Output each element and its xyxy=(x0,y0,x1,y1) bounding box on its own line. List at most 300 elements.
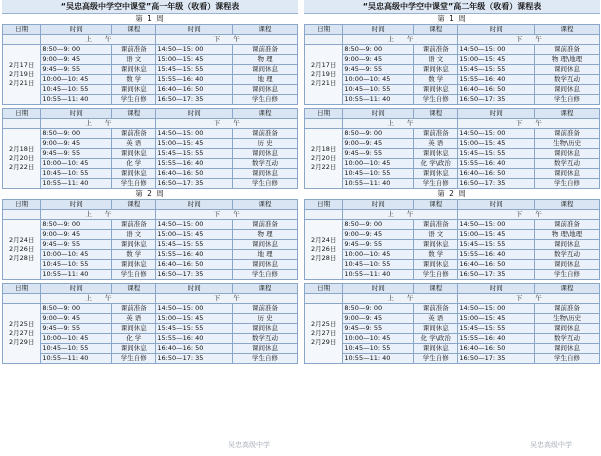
am-course-cell: 课间休息 xyxy=(414,169,458,179)
pm-time-cell: 16:40—16: 50 xyxy=(156,85,233,95)
pm-time-cell: 15:55—16: 40 xyxy=(156,334,233,344)
schedule-table xyxy=(2,199,298,280)
header-date: 日期 xyxy=(3,109,41,119)
am-course-cell: 课前准备 xyxy=(414,129,458,139)
am-time-cell: 10:45—10: 55 xyxy=(343,260,414,270)
am-time-cell: 10:45—10: 55 xyxy=(41,344,112,354)
am-time-cell: 8:50—9: 00 xyxy=(41,129,112,139)
schedule-table xyxy=(304,283,600,364)
pm-time-cell: 15:45—15: 55 xyxy=(458,240,535,250)
header-row xyxy=(3,109,298,119)
pm-time-cell: 15:55—16: 40 xyxy=(458,159,535,169)
table-row xyxy=(305,260,600,270)
am-course-cell: 课间休息 xyxy=(414,240,458,250)
am-course-cell: 课间休息 xyxy=(112,344,156,354)
header-date: 日期 xyxy=(305,25,343,35)
pm-course-cell: 课间休息 xyxy=(233,240,298,250)
header-course-pm: 课程 xyxy=(535,200,600,210)
pm-time-cell: 16:50—17: 35 xyxy=(458,179,535,189)
date-label: 2月27日 xyxy=(310,329,337,337)
pm-course-cell: 数学互动 xyxy=(233,334,298,344)
am-course-cell: 课前准备 xyxy=(112,129,156,139)
am-course-cell: 语 文 xyxy=(112,55,156,65)
am-time-cell: 10:00—10: 45 xyxy=(41,159,112,169)
header-time-pm: 时间 xyxy=(458,109,535,119)
pm-course-cell: 课前准备 xyxy=(233,45,298,55)
am-time-cell: 10:00—10: 45 xyxy=(41,250,112,260)
header-time-am: 时间 xyxy=(343,25,414,35)
am-time-cell: 9:00—9: 45 xyxy=(41,314,112,324)
table-row xyxy=(3,65,298,75)
am-label: 上 午 xyxy=(41,119,156,129)
am-course-cell: 学生自修 xyxy=(112,95,156,105)
header-course-pm: 课程 xyxy=(535,25,600,35)
am-course-cell: 语 文 xyxy=(112,230,156,240)
header-row xyxy=(305,284,600,294)
date-cell xyxy=(305,220,343,280)
pm-label: 下 午 xyxy=(458,119,600,129)
pm-course-cell: 物 理\地理 xyxy=(535,230,600,240)
date-label: 2月28日 xyxy=(8,254,35,262)
pm-time-cell: 15:55—16: 40 xyxy=(458,75,535,85)
pm-course-cell: 课前准备 xyxy=(535,129,600,139)
header-row xyxy=(3,200,298,210)
table-row xyxy=(3,179,298,189)
am-time-cell: 10:00—10: 45 xyxy=(343,159,414,169)
pm-course-cell: 地 理 xyxy=(233,250,298,260)
table-row xyxy=(3,250,298,260)
header-date: 日期 xyxy=(305,200,343,210)
schedule-panel-grade-2 xyxy=(304,0,600,456)
am-course-cell: 课前准备 xyxy=(414,220,458,230)
ampm-blank xyxy=(305,35,343,45)
am-course-cell: 课前准备 xyxy=(112,45,156,55)
am-time-cell: 10:00—10: 45 xyxy=(41,75,112,85)
am-course-cell: 英 语 xyxy=(414,139,458,149)
header-time-pm: 时间 xyxy=(156,25,233,35)
pm-label: 下 午 xyxy=(156,119,298,129)
table-row xyxy=(305,344,600,354)
pm-course-cell: 课前准备 xyxy=(535,220,600,230)
pm-time-cell: 14:50—15: 00 xyxy=(156,220,233,230)
pm-time-cell: 16:40—16: 50 xyxy=(156,260,233,270)
am-label: 上 午 xyxy=(41,294,156,304)
am-time-cell: 10:45—10: 55 xyxy=(41,85,112,95)
pm-course-cell: 课间休息 xyxy=(233,169,298,179)
am-time-cell: 10:45—10: 55 xyxy=(41,260,112,270)
pm-course-cell: 生物\历史 xyxy=(535,314,600,324)
header-time-pm: 时间 xyxy=(458,200,535,210)
am-time-cell: 9:45—9: 55 xyxy=(41,149,112,159)
date-cell xyxy=(305,45,343,105)
pm-course-cell: 学生自修 xyxy=(535,95,600,105)
ampm-blank xyxy=(3,210,41,220)
date-label: 2月28日 xyxy=(310,254,337,262)
am-course-cell: 课间休息 xyxy=(112,65,156,75)
pm-course-cell: 历 史 xyxy=(233,314,298,324)
pm-time-cell: 15:45—15: 55 xyxy=(458,65,535,75)
date-cell xyxy=(3,304,41,364)
am-course-cell: 英 语 xyxy=(112,314,156,324)
header-course-pm: 课程 xyxy=(535,284,600,294)
table-row xyxy=(305,95,600,105)
am-time-cell: 8:50—9: 00 xyxy=(41,304,112,314)
pm-time-cell: 15:55—16: 40 xyxy=(156,250,233,260)
table-row xyxy=(3,139,298,149)
am-time-cell: 8:50—9: 00 xyxy=(343,220,414,230)
pm-time-cell: 16:50—17: 35 xyxy=(458,95,535,105)
header-course-am: 课程 xyxy=(414,109,458,119)
pm-time-cell: 16:40—16: 50 xyxy=(156,344,233,354)
date-label: 2月27日 xyxy=(8,329,35,337)
am-label: 上 午 xyxy=(343,210,458,220)
pm-course-cell: 课间休息 xyxy=(535,149,600,159)
pm-time-cell: 15:45—15: 55 xyxy=(458,324,535,334)
table-row xyxy=(3,55,298,65)
header-course-pm: 课程 xyxy=(233,284,298,294)
am-time-cell: 10:00—10: 45 xyxy=(343,75,414,85)
panel-title: “吴忠高级中学空中课堂”高二年级（收看）课程表 xyxy=(304,0,600,14)
ampm-row xyxy=(3,35,298,45)
header-row xyxy=(3,284,298,294)
pm-time-cell: 16:50—17: 35 xyxy=(156,354,233,364)
pm-course-cell: 课前准备 xyxy=(233,220,298,230)
am-course-cell: 化 学\政治 xyxy=(414,159,458,169)
table-row xyxy=(305,354,600,364)
date-cell xyxy=(3,220,41,280)
ampm-blank xyxy=(3,35,41,45)
pm-time-cell: 15:55—16: 40 xyxy=(156,159,233,169)
table-row xyxy=(305,179,600,189)
am-course-cell: 学生自修 xyxy=(414,179,458,189)
table-row xyxy=(305,230,600,240)
pm-time-cell: 14:50—15: 00 xyxy=(458,45,535,55)
pm-course-cell: 学生自修 xyxy=(535,270,600,280)
ampm-blank xyxy=(3,119,41,129)
table-row xyxy=(3,95,298,105)
am-time-cell: 8:50—9: 00 xyxy=(343,129,414,139)
am-course-cell: 课间休息 xyxy=(414,260,458,270)
ampm-blank xyxy=(305,210,343,220)
am-course-cell: 课间休息 xyxy=(112,324,156,334)
am-course-cell: 学生自修 xyxy=(112,354,156,364)
am-time-cell: 8:50—9: 00 xyxy=(41,220,112,230)
pm-time-cell: 15:45—15: 55 xyxy=(156,65,233,75)
table-row xyxy=(3,220,298,230)
am-time-cell: 9:00—9: 45 xyxy=(343,55,414,65)
date-label: 2月26日 xyxy=(8,245,35,253)
date-label: 2月22日 xyxy=(310,163,337,171)
table-row xyxy=(3,354,298,364)
header-course-am: 课程 xyxy=(414,200,458,210)
header-time-am: 时间 xyxy=(343,284,414,294)
am-time-cell: 10:00—10: 45 xyxy=(343,334,414,344)
am-course-cell: 学生自修 xyxy=(414,354,458,364)
header-date: 日期 xyxy=(3,284,41,294)
pm-course-cell: 课间休息 xyxy=(233,260,298,270)
pm-time-cell: 14:50—15: 00 xyxy=(458,220,535,230)
header-date: 日期 xyxy=(3,200,41,210)
header-time-pm: 时间 xyxy=(156,200,233,210)
table-row xyxy=(3,159,298,169)
table-row xyxy=(305,55,600,65)
am-course-cell: 英 语 xyxy=(112,139,156,149)
header-time-am: 时间 xyxy=(41,25,112,35)
header-row xyxy=(3,25,298,35)
pm-course-cell: 课间休息 xyxy=(535,85,600,95)
am-time-cell: 9:00—9: 45 xyxy=(41,230,112,240)
am-time-cell: 9:45—9: 55 xyxy=(343,65,414,75)
pm-course-cell: 生物\历史 xyxy=(535,139,600,149)
table-row xyxy=(3,260,298,270)
pm-time-cell: 15:00—15: 45 xyxy=(458,139,535,149)
pm-course-cell: 数学互动 xyxy=(535,75,600,85)
pm-course-cell: 历 史 xyxy=(233,139,298,149)
pm-course-cell: 数学互动 xyxy=(535,334,600,344)
pm-time-cell: 16:40—16: 50 xyxy=(458,260,535,270)
header-time-am: 时间 xyxy=(41,200,112,210)
am-time-cell: 9:45—9: 55 xyxy=(41,65,112,75)
header-time-am: 时间 xyxy=(41,284,112,294)
pm-course-cell: 课间休息 xyxy=(535,240,600,250)
pm-course-cell: 课间休息 xyxy=(233,344,298,354)
pm-course-cell: 课间休息 xyxy=(233,149,298,159)
schedule-table xyxy=(2,24,298,105)
ampm-row xyxy=(305,35,600,45)
pm-time-cell: 15:45—15: 55 xyxy=(458,149,535,159)
table-row xyxy=(3,304,298,314)
pm-course-cell: 数学互动 xyxy=(535,250,600,260)
header-course-am: 课程 xyxy=(414,284,458,294)
am-course-cell: 课间休息 xyxy=(414,324,458,334)
am-time-cell: 9:00—9: 45 xyxy=(343,230,414,240)
date-label: 2月19日 xyxy=(8,70,35,78)
am-course-cell: 课间休息 xyxy=(414,149,458,159)
pm-time-cell: 16:50—17: 35 xyxy=(458,270,535,280)
header-course-am: 课程 xyxy=(112,200,156,210)
table-row xyxy=(3,230,298,240)
pm-label: 下 午 xyxy=(156,35,298,45)
pm-time-cell: 14:50—15: 00 xyxy=(458,129,535,139)
pm-course-cell: 课间休息 xyxy=(233,324,298,334)
am-time-cell: 10:00—10: 45 xyxy=(343,250,414,260)
am-course-cell: 课前准备 xyxy=(112,304,156,314)
table-row xyxy=(3,344,298,354)
table-row xyxy=(3,334,298,344)
table-row xyxy=(305,334,600,344)
panel-title: “吴忠高级中学空中课堂”高一年级（收看）课程表 xyxy=(2,0,298,14)
am-time-cell: 9:00—9: 45 xyxy=(343,314,414,324)
week-label: 第 2 周 xyxy=(2,189,298,199)
am-time-cell: 10:55—11: 40 xyxy=(41,354,112,364)
pm-time-cell: 14:50—15: 00 xyxy=(458,304,535,314)
table-row xyxy=(305,85,600,95)
pm-label: 下 午 xyxy=(458,35,600,45)
date-label: 2月24日 xyxy=(8,236,35,244)
pm-label: 下 午 xyxy=(458,294,600,304)
table-row xyxy=(305,220,600,230)
pm-course-cell: 课前准备 xyxy=(233,304,298,314)
header-row xyxy=(305,200,600,210)
am-time-cell: 10:45—10: 55 xyxy=(41,169,112,179)
header-time-pm: 时间 xyxy=(156,284,233,294)
header-course-am: 课程 xyxy=(112,109,156,119)
am-course-cell: 课间休息 xyxy=(414,65,458,75)
am-time-cell: 8:50—9: 00 xyxy=(343,45,414,55)
pm-time-cell: 16:40—16: 50 xyxy=(156,169,233,179)
date-cell xyxy=(3,129,41,189)
pm-course-cell: 地 理 xyxy=(233,75,298,85)
header-time-pm: 时间 xyxy=(156,109,233,119)
ampm-row xyxy=(3,210,298,220)
schedule-panel-grade-1 xyxy=(2,0,298,456)
pm-course-cell: 课前准备 xyxy=(535,45,600,55)
date-label: 2月25日 xyxy=(8,320,35,328)
ampm-blank xyxy=(305,119,343,129)
date-label: 2月29日 xyxy=(8,338,35,346)
pm-time-cell: 16:40—16: 50 xyxy=(458,169,535,179)
header-course-am: 课程 xyxy=(112,25,156,35)
ampm-row xyxy=(3,294,298,304)
week-label: 第 1 周 xyxy=(304,14,600,24)
table-row xyxy=(3,85,298,95)
pm-course-cell: 学生自修 xyxy=(535,179,600,189)
header-course-am: 课程 xyxy=(112,284,156,294)
date-label: 2月18日 xyxy=(310,145,337,153)
am-time-cell: 10:55—11: 40 xyxy=(343,179,414,189)
pm-course-cell: 学生自修 xyxy=(233,270,298,280)
pm-time-cell: 15:00—15: 45 xyxy=(156,139,233,149)
am-label: 上 午 xyxy=(343,35,458,45)
week-label: 第 1 周 xyxy=(2,14,298,24)
pm-time-cell: 16:40—16: 50 xyxy=(458,85,535,95)
date-label: 2月20日 xyxy=(8,154,35,162)
pm-time-cell: 14:50—15: 00 xyxy=(156,129,233,139)
pm-course-cell: 数学互动 xyxy=(233,159,298,169)
date-label: 2月21日 xyxy=(8,79,35,87)
pm-time-cell: 15:45—15: 55 xyxy=(156,149,233,159)
am-time-cell: 9:45—9: 55 xyxy=(343,324,414,334)
pm-time-cell: 15:45—15: 55 xyxy=(156,324,233,334)
table-row xyxy=(3,45,298,55)
am-time-cell: 10:55—11: 40 xyxy=(41,95,112,105)
table-row xyxy=(305,314,600,324)
pm-time-cell: 15:00—15: 45 xyxy=(156,314,233,324)
am-time-cell: 9:00—9: 45 xyxy=(343,139,414,149)
pm-course-cell: 课间休息 xyxy=(535,344,600,354)
am-time-cell: 8:50—9: 00 xyxy=(41,45,112,55)
pm-time-cell: 16:50—17: 35 xyxy=(458,354,535,364)
ampm-row xyxy=(305,294,600,304)
am-time-cell: 10:45—10: 55 xyxy=(343,85,414,95)
table-row xyxy=(305,169,600,179)
pm-course-cell: 物 理\地理 xyxy=(535,55,600,65)
pm-time-cell: 15:55—16: 40 xyxy=(458,334,535,344)
am-course-cell: 化 学\政治 xyxy=(414,334,458,344)
pm-label: 下 午 xyxy=(156,210,298,220)
pm-course-cell: 学生自修 xyxy=(233,179,298,189)
table-row xyxy=(305,75,600,85)
pm-time-cell: 15:00—15: 45 xyxy=(458,230,535,240)
am-course-cell: 学生自修 xyxy=(112,270,156,280)
am-label: 上 午 xyxy=(41,210,156,220)
pm-course-cell: 课间休息 xyxy=(535,260,600,270)
am-time-cell: 10:55—11: 40 xyxy=(343,270,414,280)
am-time-cell: 9:45—9: 55 xyxy=(41,240,112,250)
pm-course-cell: 课间休息 xyxy=(535,169,600,179)
table-row xyxy=(305,304,600,314)
header-date: 日期 xyxy=(305,284,343,294)
am-course-cell: 化 学 xyxy=(112,159,156,169)
table-row xyxy=(305,250,600,260)
date-label: 2月29日 xyxy=(310,338,337,346)
date-cell xyxy=(305,304,343,364)
am-course-cell: 学生自修 xyxy=(112,179,156,189)
table-row xyxy=(305,65,600,75)
header-time-am: 时间 xyxy=(343,109,414,119)
am-course-cell: 课前准备 xyxy=(414,304,458,314)
header-date: 日期 xyxy=(3,25,41,35)
table-row xyxy=(305,240,600,250)
table-row xyxy=(305,139,600,149)
header-time-pm: 时间 xyxy=(458,25,535,35)
am-label: 上 午 xyxy=(343,119,458,129)
watermark: 吴忠高级中学 xyxy=(228,441,270,449)
am-course-cell: 语 文 xyxy=(414,55,458,65)
pm-time-cell: 15:00—15: 45 xyxy=(156,55,233,65)
am-course-cell: 课间休息 xyxy=(112,240,156,250)
am-course-cell: 课间休息 xyxy=(112,85,156,95)
table-row xyxy=(3,270,298,280)
pm-time-cell: 16:40—16: 50 xyxy=(458,344,535,354)
pm-label: 下 午 xyxy=(458,210,600,220)
watermark: 吴忠高级中学 xyxy=(530,441,572,449)
date-label: 2月18日 xyxy=(8,145,35,153)
am-course-cell: 课间休息 xyxy=(414,344,458,354)
header-row xyxy=(305,109,600,119)
am-time-cell: 8:50—9: 00 xyxy=(343,304,414,314)
header-date: 日期 xyxy=(305,109,343,119)
am-time-cell: 10:55—11: 40 xyxy=(41,270,112,280)
am-course-cell: 英 语 xyxy=(414,314,458,324)
pm-course-cell: 数学互动 xyxy=(535,159,600,169)
header-row xyxy=(305,25,600,35)
am-course-cell: 课间休息 xyxy=(112,149,156,159)
pm-course-cell: 学生自修 xyxy=(535,354,600,364)
week-label: 第 2 周 xyxy=(304,189,600,199)
header-course-pm: 课程 xyxy=(535,109,600,119)
pm-time-cell: 15:55—16: 40 xyxy=(156,75,233,85)
table-row xyxy=(305,270,600,280)
table-row xyxy=(3,324,298,334)
am-time-cell: 9:45—9: 55 xyxy=(343,240,414,250)
am-label: 上 午 xyxy=(41,35,156,45)
am-course-cell: 学生自修 xyxy=(414,270,458,280)
schedule-table xyxy=(304,108,600,189)
date-cell xyxy=(305,129,343,189)
table-row xyxy=(305,45,600,55)
pm-course-cell: 课间休息 xyxy=(233,65,298,75)
schedule-table xyxy=(304,24,600,105)
pm-course-cell: 物 理 xyxy=(233,55,298,65)
pm-time-cell: 15:55—16: 40 xyxy=(458,250,535,260)
date-label: 2月22日 xyxy=(8,163,35,171)
pm-time-cell: 14:50—15: 00 xyxy=(156,45,233,55)
table-row xyxy=(3,149,298,159)
am-course-cell: 语 文 xyxy=(414,230,458,240)
am-course-cell: 数 学 xyxy=(112,75,156,85)
am-time-cell: 10:55—11: 40 xyxy=(343,354,414,364)
